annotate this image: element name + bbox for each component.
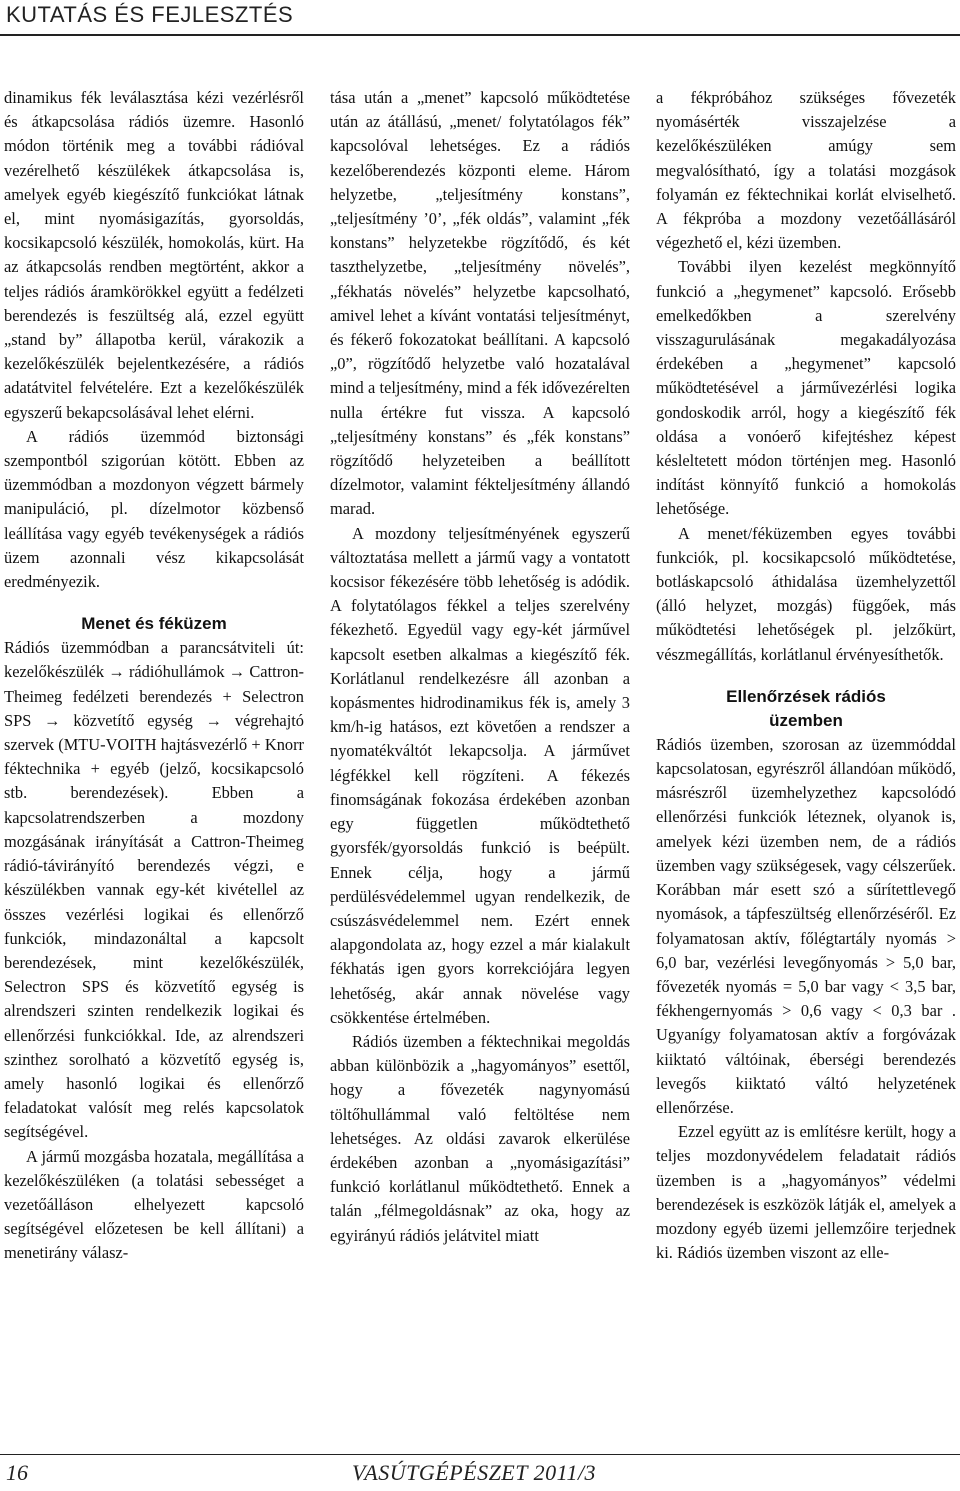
journal-name: VASÚTGÉPÉSZET 2011/3 — [352, 1460, 597, 1485]
paragraph: a fékpróbához szükséges fővezeték nyomásérték visszajelzése a kezelőkészüléken amúgy sem megvalósítható, így a tolatási mozgások folyamán ez féktechnikai korlát elviselhető. A fékpróba a mozdony vezetőállásáról végezhető el, kézi üzemben. — [656, 88, 956, 253]
paragraph: Rádiós üzemben, szorosan az üzemmóddal kapcsolatosan, egyrészről állandóan működő, másrészről üzemhelyzethez kapcsolódó ellenőrzési funkciók léteznek, olyanok is, amelyek kézi üzemben nem, de a rádiós üzemben vagy szükségesek, vagy célszerűek. Korábban már esett szó a sűrítettlevegő nyomások, a tápfeszültség ellenőrzéséről. Ez folyamatosan aktív, főlégtartály nyomás > 6,0 bar, vezérlési levegőnyomás > 5,0 bar, fővezeték nyomás = 5,0 bar vagy < 3,5 bar, fékhengernyomás > 0,6 vagy < 0,3 bar . Ugyanígy folyamatosan aktív a forgóvázak kiiktató váltóinak, éberségi berendezés levegős kiiktató váltó helyzetének ellenőrzése. — [656, 734, 956, 1117]
section-heading-menet: Menet és féküzem — [81, 614, 227, 634]
heading-line: üzemben — [769, 710, 843, 730]
paragraph: tása után a „menet” kapcsoló működtetése után az átállású, „menet/ folytatólagos fék” kapcsolóval lehetséges. Ez a rádiós kezelőberendezés központi eleme. Három helyzetbe, „teljesítmény konstans”, „teljesítmény ’0’, „fék oldás”, valamint „fék konstans” helyzetekbe rögzítődő, és két taszthelyzetbe, „teljesítmény növelés”, „fékhatás növelés” helyzetbe kapcsolható, amivel lehet a kívánt vontatási teljesítményt, és fékerő fokozatokat beállítani. A kapcsoló „0”, rögzítődő helyzetbe való hozatalával mind a teljesítmény, mind a fék idővezérelten nulla értékre fut vissza. A kapcsoló „teljesítmény konstans” és „fék konstans” rögzítődő helyzeteiben a beállított dízelmotor, valamint fékteljesítmény állandó marad. — [330, 88, 630, 519]
paragraph: További ilyen kezelést megkönnyítő funkció a „hegymenet” kapcsoló. Erősebb emelkedőkben a szerelvény visszagurulásának megakadályozása érdekében a „hegymenet” kapcsoló működtetésével a járművezérlési logika gondoskodik arról, hogy a kiegészítő fék oldása a vonóerő kifejtéshez képest késleltetett módon történjen meg. Hasonló indítást könnyítő funkció a homokolás lehetősége. — [656, 257, 956, 519]
paragraph: A menet/féküzemben egyes további funkciók, pl. kocsikapcsoló működtetése, botláskapcsoló áthidalása üzemhelyzettől (álló helyzet, mozgás) függőek, más működtetési lehetőségek pl. jelzőkürt, vészmegállítás, korlátlanul érvényesíthetők. — [656, 523, 956, 664]
text-column-3 — [656, 86, 956, 1265]
paragraph: dinamikus fék leválasztása kézi vezérlésről és átkapcsolása rádiós üzemre. Hasonló módon történik meg a további rádióval vezérelhető készülékek átkapcsolása is, amelyek egyéb kiegészítő funkciókat látnak el, mint nyomásigazítás, gyorsoldás, kocsikapcsoló készülék, homokolás, kürt. Ha az átkapcsolás rendben megtörtént, akkor a teljes rádiós áramkörökkel együtt a fedélzeti berendezés is feszültség alá, ezzel együtt „stand by” állapotba kerül, várakozik a kezelőkészülék bejelentkezésére, a rádiós adatátvitel felvételére. Ezt a kezelőkészülék egyszerű bekapcsolásával lehet elérni. — [4, 88, 304, 422]
section-heading-ellenorzesek — [656, 685, 956, 733]
paragraph: A mozdony teljesítményének egyszerű változtatása mellett a jármű vagy a vontatott kocsisor fékezésére több lehetőség is adódik. A folytatólagos fékkel a teljes szerelvény fékezhető. Egyedül vagy egy-két járművel kapcsolt esetben alkalmas a kiegészítő fék. Korlátlanul rendelkezésre áll azonban a kopásmentes hidrodinamikus fék is, amely 3 km/h-ig hatásos, ezt követően a rendszer a nyomatékváltót lekapcsolja. A járművet légfékkel kell rögzíteni. A fékezés finomságának fokozása érdekében azonban egy független működtethető gyorsfék/gyorsoldás funkció is beépült. Ennek célja, hogy a jármű perdülésvédelemmel ugyan rendelkezik, de csúszásvédelemmel nem. Ezért ennek alapgondolata az, hogy ezzel a már kialakult fékhatás igen gyors korrekciójára legyen lehetőség, akár annak növelése vagy csökkentése értelmében. — [330, 523, 630, 1027]
paragraph: Ezzel együtt az is említésre került, hogy a teljes mozdonyvédelem feladatait rádiós üzemben is a „hagyományos” védelmi berendezések is eszközök látják el, amelyek a mozdony egyéb üzemi jellemzőire terjednek ki. Rádiós üzemben viszont az elle- — [656, 1122, 956, 1263]
text-column-2 — [330, 86, 630, 1248]
paragraph: A jármű mozgásba hozatala, megállítása a kezelőkészüléken (a tolatási sebességet a vezetőálláson elhelyezett kapcsoló segítségével előzetesen be kell állítani) a menetirány válasz- — [4, 1146, 304, 1263]
text-column-1 — [4, 86, 304, 1266]
page-number: 16 — [6, 1460, 28, 1485]
header-divider — [0, 34, 960, 36]
footer-divider — [0, 1454, 960, 1455]
paragraph: Rádiós üzemmódban a parancsátviteli út: kezelőkészülék → rádióhullámok → Cattron-Theimeg fedélzeti berendezés + Selectron SPS → közvetítő egység → végrehajtó szervek (MTU-VOITH hajtásvezérlő + Knorr féktechnika + egyéb (jelző, kocsikapcsoló stb. berendezések). Ebben a kapcsolatrendszerben a mozdony mozgásának irányítását a Cattron-Theimeg rádió-távirányító berendezés végzi, e készülékben vannak egy-két kivétellel az összes vezérlési logikai és ellenőrző funkciók, mindazonáltal a kapcsolt berendezések, mint kezelőkészülék, Selectron SPS és közvetítő egység is alrendszeri szinten rendelkezik logikai és ellenőrzési funkciókkal. Ide, az alrendszeri szinthez sorolható a közvetítő egység is, amely hasonló logikai és ellenőrző feladatokat valósít meg relés kapcsolatok segítségével. — [4, 638, 304, 1142]
page-header-title: KUTATÁS ÉS FEJLESZTÉS — [6, 2, 294, 27]
paragraph: A rádiós üzemmód biztonsági szempontból szigorúan kötött. Ebben az üzemmódban a mozdonyon végzett bármely manipuláció, pl. dízelmotor közbenső leállítása vagy egyéb tevékenységek a rádiós üzem azonnali vész kikapcsolását eredményezik. — [4, 426, 304, 592]
heading-line: Ellenőrzések rádiós — [726, 686, 886, 706]
paragraph: Rádiós üzemben a féktechnikai megoldás abban különbözik a „hagyományos” esettől, hogy a fővezeték nagynyomású töltőhullámmal való feltöltése nem lehetséges. Az oldási zavarok elkerülése érdekében azonban a „nyomásigazítási” funkció korlátlanul működtethető. Ennek a talán „félmegoldásnak” az oka, hogy az egyirányú rádiós jelátvitel miatt — [330, 1031, 630, 1245]
